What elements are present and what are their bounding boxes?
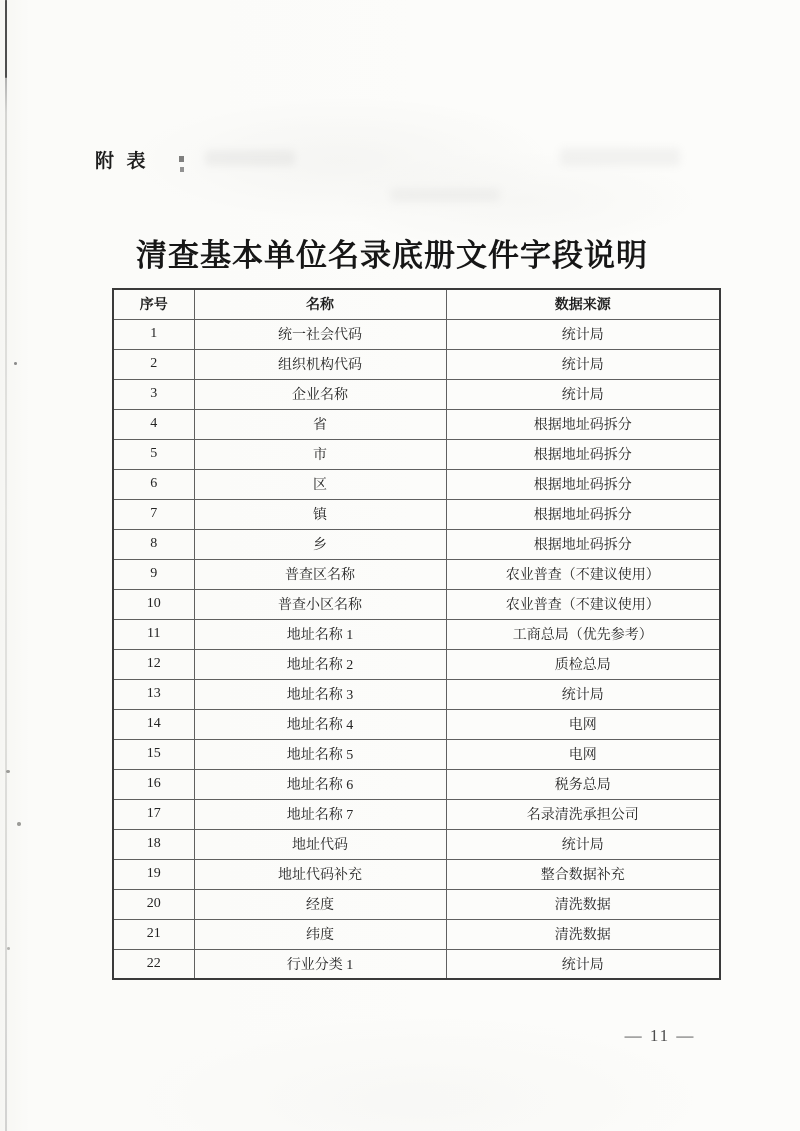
cell-seq: 13 <box>113 679 194 709</box>
table-row <box>113 859 720 889</box>
table-row <box>113 439 720 469</box>
cell-seq: 6 <box>113 469 194 499</box>
table-row <box>113 949 720 979</box>
table-row <box>113 559 720 589</box>
cell-source: 电网 <box>446 709 720 739</box>
cell-source: 清洗数据 <box>446 889 720 919</box>
ink-bleed-artifact <box>205 150 295 166</box>
table-row <box>113 679 720 709</box>
table-row <box>113 829 720 859</box>
cell-source: 质检总局 <box>446 649 720 679</box>
cell-source: 农业普查（不建议使用） <box>446 589 720 619</box>
scan-speck-artifact <box>14 362 17 365</box>
table-row <box>113 379 720 409</box>
cell-name: 普查小区名称 <box>194 589 446 619</box>
table-row <box>113 319 720 349</box>
page-number: — 11 — <box>624 1026 696 1045</box>
cell-name: 行业分类 1 <box>194 949 446 979</box>
cell-name: 乡 <box>194 529 446 559</box>
cell-seq: 17 <box>113 799 194 829</box>
scan-speck-artifact <box>7 947 10 950</box>
cell-seq: 3 <box>113 379 194 409</box>
cell-name: 地址代码补充 <box>194 859 446 889</box>
cell-seq: 2 <box>113 349 194 379</box>
table-row <box>113 919 720 949</box>
cell-seq: 15 <box>113 739 194 769</box>
table-row <box>113 619 720 649</box>
cell-source: 统计局 <box>446 319 720 349</box>
ink-bleed-artifact <box>179 156 184 162</box>
cell-source: 统计局 <box>446 379 720 409</box>
cell-name: 地址名称 5 <box>194 739 446 769</box>
cell-seq: 18 <box>113 829 194 859</box>
field-description-table <box>112 288 721 980</box>
cell-name: 区 <box>194 469 446 499</box>
cell-seq: 8 <box>113 529 194 559</box>
cell-seq: 11 <box>113 619 194 649</box>
scan-speck-artifact <box>17 822 21 826</box>
cell-source: 根据地址码拆分 <box>446 469 720 499</box>
cell-name: 地址名称 7 <box>194 799 446 829</box>
cell-source: 统计局 <box>446 679 720 709</box>
scan-edge-line-dark-artifact <box>5 0 7 78</box>
table-row <box>113 349 720 379</box>
table-row <box>113 739 720 769</box>
table-row <box>113 889 720 919</box>
cell-name: 地址名称 1 <box>194 619 446 649</box>
cell-name: 地址名称 6 <box>194 769 446 799</box>
cell-seq: 10 <box>113 589 194 619</box>
cell-name: 市 <box>194 439 446 469</box>
column-header-seq: 序号 <box>113 289 194 319</box>
cell-name: 地址名称 3 <box>194 679 446 709</box>
table-row <box>113 589 720 619</box>
cell-seq: 4 <box>113 409 194 439</box>
table-row <box>113 649 720 679</box>
cell-seq: 5 <box>113 439 194 469</box>
cell-name: 组织机构代码 <box>194 349 446 379</box>
cell-seq: 9 <box>113 559 194 589</box>
cell-source: 工商总局（优先参考） <box>446 619 720 649</box>
ink-bleed-artifact <box>390 188 500 202</box>
table-row <box>113 469 720 499</box>
cell-source: 整合数据补充 <box>446 859 720 889</box>
cell-name: 经度 <box>194 889 446 919</box>
cell-seq: 14 <box>113 709 194 739</box>
annex-label: 附 表 <box>95 151 147 172</box>
scan-speck-artifact <box>6 770 10 773</box>
cell-source: 根据地址码拆分 <box>446 409 720 439</box>
cell-source: 清洗数据 <box>446 919 720 949</box>
table-row <box>113 709 720 739</box>
cell-source: 统计局 <box>446 349 720 379</box>
cell-seq: 19 <box>113 859 194 889</box>
cell-source: 电网 <box>446 739 720 769</box>
table-row <box>113 529 720 559</box>
cell-seq: 20 <box>113 889 194 919</box>
page-title: 清查基本单位名录底册文件字段说明 <box>136 238 648 273</box>
cell-seq: 21 <box>113 919 194 949</box>
cell-name: 统一社会代码 <box>194 319 446 349</box>
cell-source: 名录清洗承担公司 <box>446 799 720 829</box>
cell-source: 根据地址码拆分 <box>446 529 720 559</box>
cell-seq: 22 <box>113 949 194 979</box>
cell-name: 地址名称 4 <box>194 709 446 739</box>
table-row <box>113 799 720 829</box>
column-header-name: 名称 <box>194 289 446 319</box>
table-header-row <box>113 289 720 319</box>
cell-seq: 1 <box>113 319 194 349</box>
cell-source: 农业普查（不建议使用） <box>446 559 720 589</box>
scan-edge-line-artifact <box>5 0 7 1131</box>
cell-name: 地址代码 <box>194 829 446 859</box>
cell-name: 镇 <box>194 499 446 529</box>
cell-name: 普查区名称 <box>194 559 446 589</box>
cell-name: 地址名称 2 <box>194 649 446 679</box>
cell-seq: 7 <box>113 499 194 529</box>
cell-source: 统计局 <box>446 949 720 979</box>
column-header-source: 数据来源 <box>446 289 720 319</box>
cell-name: 纬度 <box>194 919 446 949</box>
ink-bleed-artifact <box>180 167 184 172</box>
cell-source: 税务总局 <box>446 769 720 799</box>
table-row <box>113 499 720 529</box>
cell-source: 统计局 <box>446 829 720 859</box>
cell-seq: 16 <box>113 769 194 799</box>
cell-name: 省 <box>194 409 446 439</box>
ink-bleed-artifact <box>560 148 680 166</box>
cell-name: 企业名称 <box>194 379 446 409</box>
table-row <box>113 409 720 439</box>
cell-source: 根据地址码拆分 <box>446 439 720 469</box>
cell-source: 根据地址码拆分 <box>446 499 720 529</box>
table-row <box>113 769 720 799</box>
cell-seq: 12 <box>113 649 194 679</box>
